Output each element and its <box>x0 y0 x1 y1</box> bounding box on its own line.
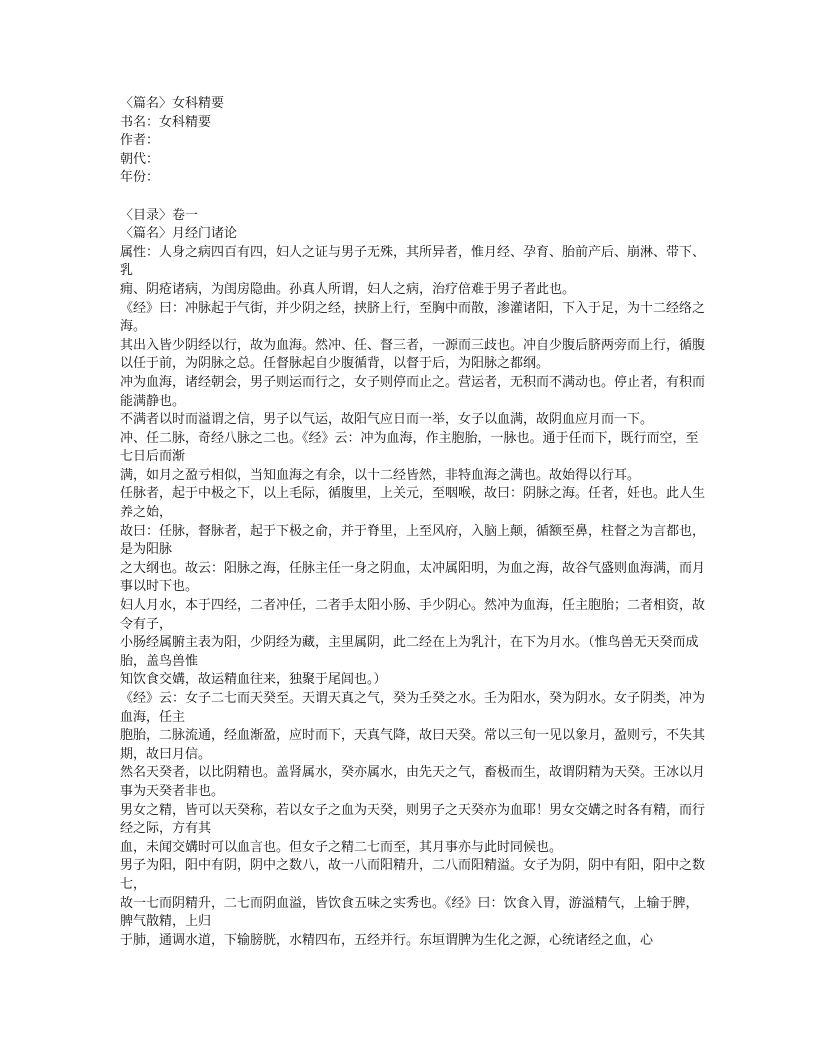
text-line: 《经》云：女子二七而天癸至。天谓天真之气，癸为壬癸之水。壬为阳水，癸为阴水。女子阴类，冲为血海，任主 <box>120 691 706 725</box>
text-line: 男子为阳，阳中有阴，阴中之数八，故一八而阳精升，二八而阳精溢。女子为阴，阴中有阳，阳中之数七， <box>120 858 706 892</box>
text-line: 血，未闻交媾时可以血言也。但女子之精二七而至，其月事亦与此时同候也。 <box>120 839 563 855</box>
text-line: 痈、阴疮诸病，为闺房隐曲。孙真人所谓，妇人之病，治疗倍难于男子者此也。 <box>120 281 576 297</box>
text-line: 然名天癸者，以比阴精也。盖肾属水，癸亦属水，由先天之气，畜极而生，故谓阴精为天癸。王冰以月事为天癸者非也。 <box>120 765 706 799</box>
text-line: 属性：人身之病四百有四，妇人之证与男子无殊，其所异者，惟月经、孕育、胎前产后、崩淋、带下、乳 <box>120 244 706 279</box>
text-line: 小肠经属腑主表为阳，少阴经为藏，主里属阴，此二经在上为乳汁，在下为月水。（惟鸟兽无天癸而成胎，盖鸟兽惟 <box>120 635 699 669</box>
document-page <box>120 95 705 950</box>
text-line: 之大纲也。故云：阳脉之海，任脉主任一身之阴血，太冲属阳明，为血之海，故谷气盛则血海满，而月事以时下也。 <box>120 560 706 595</box>
year-line: 年份： <box>120 170 160 186</box>
book-name-line: 书名：女科精要 <box>120 114 212 130</box>
text-line: 妇人月水，本于四经，二者冲任，二者手太阳小肠、手少阴心。然冲为血海，任主胞胎；二者相资，故令有子， <box>120 598 706 632</box>
spacer <box>120 188 705 207</box>
text-line: 满，如月之盈亏相似，当知血海之有余，以十二经皆然，非特血海之满也。故始得以行耳。 <box>120 467 641 483</box>
text-line: 不满者以时而溢谓之信，男子以气运，故阳气应日而一举，女子以血满，故阴血应月而一下。 <box>120 412 654 428</box>
dynasty-line: 朝代： <box>120 151 160 167</box>
text-line: 《经》曰：冲脉起于气街，并少阴之经，挟脐上行，至胸中而散，渗灌诸阳，下入于足，为十二经络之海。 <box>120 300 706 335</box>
text-line: 故曰：任脉，督脉者，起于下极之俞，并于脊里，上至风府，入脑上颠，循额至鼻，柱督之为言都也，是为阳脉 <box>120 523 706 558</box>
text-line: 故一七而阴精升，二七而阴血溢，皆饮食五味之实秀也。《经》曰：饮食入胃，游溢精气，上输于脾，脾气散精，上归 <box>120 895 699 930</box>
text-line: 冲、任二脉，奇经八脉之二也。《经》云：冲为血海，作主胞胎，一脉也。通于任而下，既行而空，至七日后而渐 <box>120 430 699 465</box>
toc-line: 〈目录〉卷一 <box>120 207 199 223</box>
text-line: 男女之精，皆可以天癸称，若以女子之血为天癸，则男子之天癸亦为血耶！男女交媾之时各有精，而行经之际，方有其 <box>120 802 706 837</box>
text-line: 于肺，通调水道，下输膀胱，水精四布，五经并行。东垣谓脾为生化之源，心统诸经之血，心 <box>120 932 654 948</box>
text-line: 冲为血海，诸经朝会，男子则运而行之，女子则停而止之。营运者，无积而不满动也。停止者，有积而能满静也。 <box>120 374 706 409</box>
author-line: 作者： <box>120 133 160 149</box>
text-line: 任脉者，起于中极之下，以上毛际，循腹里，上关元，至咽喉，故曰：阴脉之海。任者，妊也。此人生养之始， <box>120 486 706 521</box>
chapter-title-line: 〈篇名〉月经门诸论 <box>120 226 238 242</box>
text-line: 以任于前，为阴脉之总。任督脉起自少腹循背，以督于后，为阳脉之都纲。 <box>120 356 550 372</box>
text-line: 知饮食交媾，故运精血往来，独聚于尾闾也。） <box>120 672 387 688</box>
title-line: 〈篇名〉女科精要 <box>120 96 225 111</box>
text-line: 其出入皆少阴经以行，故为血海。然冲、任、督三者，一源而三歧也。冲自少腹后脐两旁而上行，循腹 <box>120 337 706 353</box>
text-line: 胞胎，二脉流通，经血渐盈，应时而下，天真气降，故曰天癸。常以三旬一见以象月，盈则亏，不失其期，故曰月信。 <box>120 728 706 762</box>
